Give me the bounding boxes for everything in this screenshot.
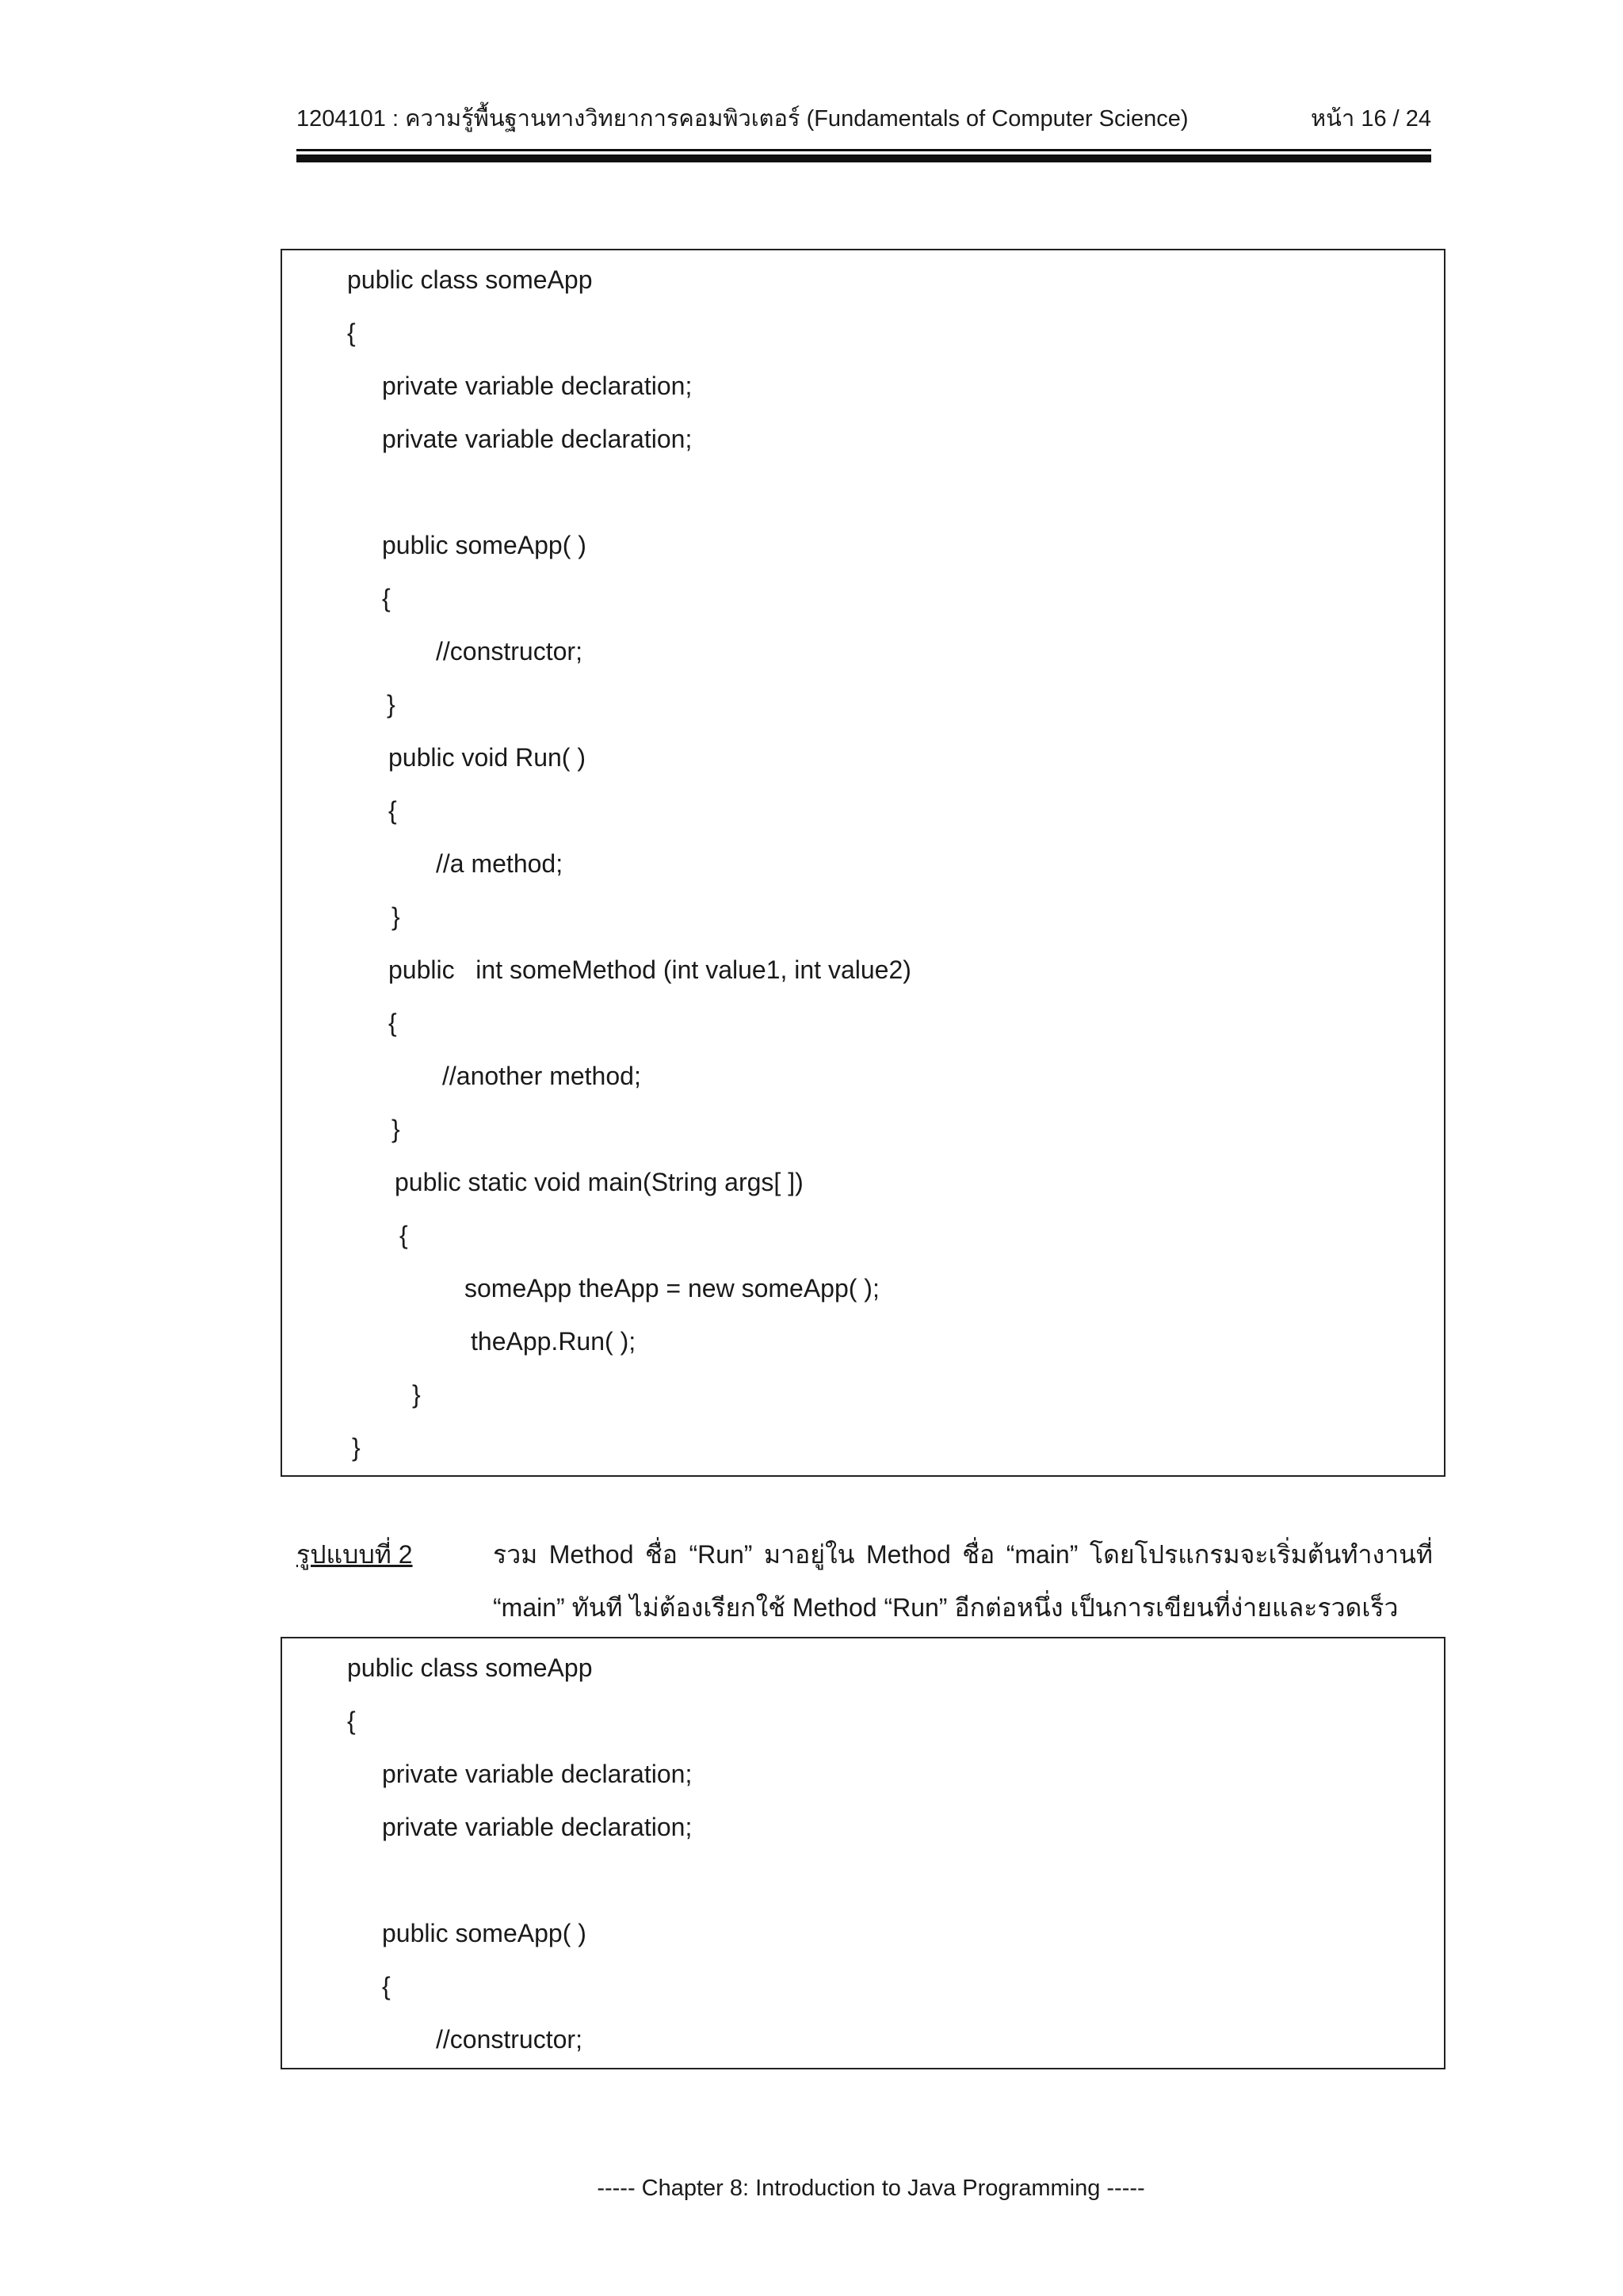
code-line: //constructor; [436,2025,582,2054]
code-line: { [388,796,397,825]
code-line: public void Run( ) [388,743,586,772]
page-number: หน้า 16 / 24 [1311,106,1431,132]
code-line: private variable declaration; [382,1760,693,1788]
format-2-description-line: รวม Method ชื่อ “Run” มาอยู่ใน Method ชื่อ “main” โดยโปรแกรมจะเริ่มต้นทำงานที่ [493,1540,1433,1569]
code-line: { [382,1972,391,2000]
code-example-box-2 [281,1637,1445,2069]
code-line: private variable declaration; [382,372,693,400]
code-line: //constructor; [436,637,582,666]
code-line: } [352,1433,361,1462]
code-line: public static void main(String args[ ]) [395,1168,804,1196]
code-line: { [382,584,391,612]
header-rule-thin [296,149,1431,151]
code-line: public class someApp [347,265,593,294]
course-title: 1204101 : ความรู้พื้นฐานทางวิทยาการคอมพิวเตอร์ (Fundamentals of Computer Science) [296,106,1189,132]
code-line: public someApp( ) [382,531,586,559]
format-2-label: รูปแบบที่ 2 [296,1540,413,1569]
code-line: } [391,1115,400,1143]
code-line: private variable declaration; [382,425,693,453]
code-line: } [391,902,400,931]
code-line: theApp.Run( ); [471,1327,636,1356]
code-line: //a method; [436,849,563,878]
code-line: { [388,1009,397,1037]
code-line: private variable declaration; [382,1813,693,1841]
code-line: someApp theApp = new someApp( ); [464,1274,880,1302]
code-line: { [399,1221,408,1249]
code-line: { [347,1707,356,1735]
code-line: public someApp( ) [382,1919,586,1947]
page-header [296,101,1431,136]
code-line: } [387,690,395,719]
code-line: { [347,318,356,347]
header-rule-thick [296,154,1431,162]
code-example-box-1 [281,249,1445,1477]
code-line: //another method; [442,1062,641,1090]
footer-chapter-title: ----- Chapter 8: Introduction to Java Programming ----- [597,2176,1145,2201]
format-2-description-line: “main” ทันที ไม่ต้องเรียกใช้ Method “Run” อีกต่อหนึ่ง เป็นการเขียนที่ง่ายและรวดเร็ว [493,1593,1399,1622]
page-footer [0,2171,1623,2206]
code-line: } [412,1380,421,1409]
code-line: public int someMethod (int value1, int value2) [388,955,911,984]
code-line: public class someApp [347,1653,593,1682]
